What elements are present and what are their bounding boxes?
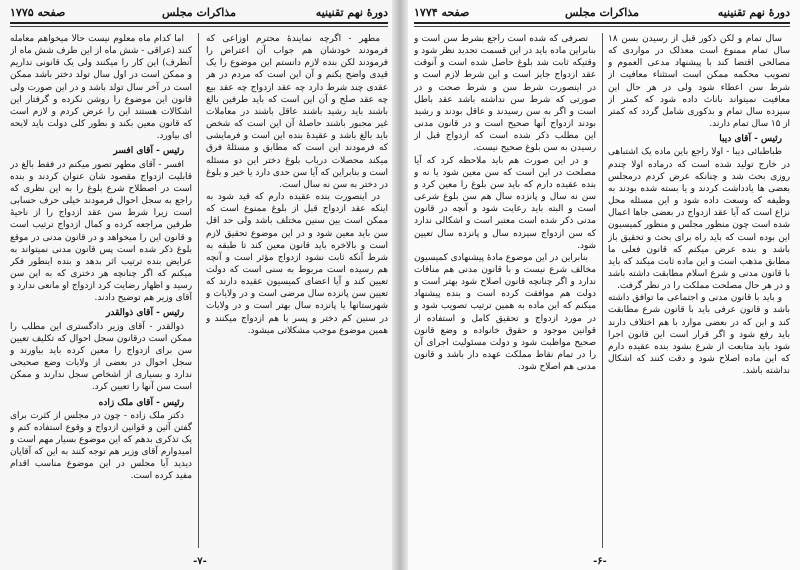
right-page-title: مذاکرات مجلس bbox=[565, 6, 639, 19]
right-page-header bbox=[414, 4, 790, 24]
left-page-columns bbox=[10, 33, 388, 548]
paragraph: در اینصورت بنده عقیده دارم که قید شود به اینکه عقد ازدواج قبل از بلوغ ممنوع است که ممکن است بین سنین مختلف باشد ولی حد اقل سن باید معین شود و در این موضوع تحقیق لازم است و بالاخره باید قانون معین کند تا طبقه به شرط آنکه ثابت نشود ازدواج مؤثر است و آنچه هم رسیده است مربوط به سنی است که دولت تعیین کند و آیا اعضای کمیسیون عقیده دارند که تعیین سن پانزده سال مرضی است و در ولایات و شهرستانها یا پانزده سال بهتر است و در ولایات در سنین کم دختر و پسر با هم ازدواج میکنند و همین موضوع موجب مشکلاتی میشود. bbox=[206, 192, 388, 336]
speaker-heading: رئیس - آقای ملک زاده bbox=[98, 397, 184, 408]
left-page-series: دورهٔ نهم تقنینیه bbox=[315, 6, 388, 19]
paragraph: طباطبائی دیبا - اولا راجع باین ماده یک اشتباهی در خارج تولید شده است که درماده اولا چندم روزی بحث شد و چنانکه عرض کردم درمجلس بعضی ها یادداشت کردند و یا بسته شده بودند به وظیفه که وسعت داده شود و این مسئله محل نزاع است که آیا عقد ازدواج در بعضی جاها اعمال شده است چون منظور مجلس و منظور کمیسیون این بوده است که باید راه برای بحث و تحقیق باز باشد و بنده عرض میکنم که قانون فعلی ما مطابق مذهب است و این ماده ثابت میکند که باید با قانون مدنی و شرع اسلام مطابقت داشته باشد و در هر حال مصلحت مملکت را در نظر گرفت. bbox=[608, 147, 790, 292]
right-page bbox=[400, 0, 800, 570]
right-header-rule bbox=[414, 26, 790, 27]
speaker-heading: رئیس - آقای افسر bbox=[113, 146, 184, 157]
speaker-heading: رئیس - آقای دیبا bbox=[719, 134, 782, 145]
column-divider bbox=[602, 33, 603, 548]
paragraph: و باید با قانون مدنی و اجتماعی ما توافق داشته باشد و قانون عرفی باید با قانون شرع مطابقت کند و این که در بعضی موارد با هم اختلاف دارند باید رفع شود و اگر قرار است این قانون اجرا شود باید متابعت از شرع بشود بنده عقیده دارم که این ماده اصلاح شود و دقت کنند که اشکال نداشته باشد. bbox=[608, 293, 790, 377]
left-page-column-2 bbox=[10, 33, 192, 548]
right-page-number-label: صفحه ۱۷۷۴ bbox=[414, 6, 470, 19]
book-gutter bbox=[392, 0, 408, 570]
speaker-heading: رئیس - آقای ذوالقدر bbox=[106, 308, 184, 319]
left-page-number-label: صفحه ۱۷۷۵ bbox=[10, 6, 66, 19]
paragraph: تصرفی که شده است راجع بشرط سن است و بنابراین ماده باید در این قسمت تجدید نظر شود و وقتیکه ثابت شد بلوغ حاصل شده است و آنوقت عقد ازدواج جایز است و این شرط لازم است و در اینصورت شرط سن و شرط صحت و در صورتی که شرط سن نداشته باشد عقد باطل است و اگر به سن رسیدند و عاقل بودند و رشید بودند ازدواج آنها صحیح است و در قانون مدنی این مطلب ذکر شده است که ازدواج قبل از رسیدن به سن بلوغ صحیح نیست. bbox=[414, 34, 596, 154]
right-page-column-2 bbox=[414, 33, 596, 548]
paragraph: مطهر - اگرچه نمایندهٔ محترم اوزاعی که فرمودند خودشان هم جواب آن اعتراض را فرمودند لکن بنده لازم دانستم این موضوع را یک قیدی واضح بکنم و آن این است که مردم در هر عقدی چند شرط دارد چه عقد ازدواج چه عقد بیع چه عقد صلح و آن این است که باید طرفین بالغ باشند باید رشید باشند عاقل باشند در معاملات غیر مجبور باشند حاصلهٔ آن این است که شخص باید بالغ باشد و عقیدهٔ بنده این است و فرمایشی که فرمودند این است که مطابق و مسئلهٔ فرق میکند محصلات درباب بلوغ دختر این دو مسئله است و بنابراین که آیا سن حدی دارد یا خیر و بلوغ در دختر به سن نه سال است. bbox=[206, 34, 388, 190]
paragraph: سال تمام و لکن ذکور قبل از رسیدن بسن ۱۸ سال تمام ممنوع است معذلک در مواردی که مصالحی اقتضا کند با پیشنهاد مدعی العموم و تصویب محکمه ممکن است استثناء معافیت از شرط سن اعطاء شود ولی در هر حال این معافیت نمیتواند باناث داده شود که کمتر از سیزده سال تمام و بذکوری شامل گردد که کمتر از ۱۵ سال تمام دارند. bbox=[608, 34, 790, 130]
paragraph: و در این صورت هم باید ملاحظه کرد که آیا مصلحت در این است که سن معین شود یا نه و بنده عقیده دارم که باید سن بلوغ را معین کرد و سن نه سال و پانزده سال هم سن بلوغ شرعی است و البته باید رعایت شود و آنچه در قانون مدنی ذکر شده است معتبر است و اشکالی ندارد که سن ازدواج سیزده سال و پانزده سال تعیین شود. bbox=[414, 155, 596, 251]
left-page-header bbox=[10, 4, 388, 24]
paragraph: بنابراین در این موضوع مادهٔ پیشنهادی کمیسیون مخالف شرع نیست و با قانون مدنی هم منافات ندارد و اگر چنانچه قانون اصلاح شود بهتر است و دولت هم موافقت کرده است و بنده پیشنهاد میکنم که این ماده به همین ترتیب تصویب شود و در مورد ازدواج و تحقیق کامل و استفاده از قوانین موجود و حقوق خانواده و وضع قانون صحیح مواظبت شود و دولت مسئولیت اجرای آن را در تمام نقاط مملکت عهده دار باشد و قانون مدنی هم اصلاح شود. bbox=[414, 252, 596, 373]
right-page-folio: -۶- bbox=[593, 556, 607, 567]
paragraph: دکتر ملک زاده - چون در مجلس از کثرت برای گفتن آئین و قوانین ازدواج و وقوع استفاده کنم و یک تذکری بدهم که این موضوع بسیار مهم است و امیدوارم آقای وزیر هم توجه کنند به این که آقایان دیدید آیا مجلس در این موضوع مناسب اقدام مفید کرده است. bbox=[10, 410, 192, 482]
paragraph: اما کدام ماه معلوم نیست حالا میخواهم معامله کنند (عراقی - شش ماه از این طرف شش ماه از آنطرف) این کار را میکنند ولی یک قانونی نداریم و ممکن است در اول سال تولد دختر باشد ممکن است در آخر سال تولد باشد و در این صورت ولی قانون این موضوع را روشن نکرده و گرفتار این اشکالات هستند این را عرض کردم و لازم است که قانون معین بکند و بطور کلی دولت باید لایحه ای بیاورد. bbox=[10, 34, 192, 142]
left-page-column-1 bbox=[206, 33, 388, 548]
left-header-rule bbox=[10, 26, 388, 27]
right-page-series: دورهٔ نهم تقنینیه bbox=[717, 6, 790, 19]
column-divider bbox=[198, 33, 199, 548]
paragraph: ذوالقدر - آقای وزیر دادگستری این مطلب را ممکن است درقانون سجل احوال که تکلیف تعیین سن برای ازدواج را معین کرده باید بیاورند و سجل احوال در بعضی از ولایات وضع صحیحی ندارد و بسیاری از اشخاص سجل ندارند و ممکن است سن آنها را تعیین کرد. bbox=[10, 321, 192, 393]
right-page-columns bbox=[414, 33, 790, 548]
left-page-title: مذاکرات مجلس bbox=[162, 6, 236, 19]
left-page-folio: -۷- bbox=[193, 556, 207, 567]
paragraph: افسر - آقای مطهر تصور میکنم در فقط بالغ در قابلیت ازدواج مقصود شان عنوان کردند و بنده است در اصطلاح شرع بلوغ را به این نظری که راجع به سجل احوال فرمودند خیلی حرف حسابی است زیرا شرط سن عقد ازدواج را از ناحیهٔ طرفین مراجعه کرده و کمال ازدواج ترتیب است و قانون این را میخواهد و در قانون مدنی در موقع بلوغ ذکر شده است پس قانون مدنی نمیتواند به عرایض بنده ترتیب اثر بدهد و بنده اینطور فکر میکنم که اگر چنانچه هر دختری که به این سن رسید و اظهار رضایت کرد ازدواج او مانعی ندارد و آقای وزیر هم توضیح دادند. bbox=[10, 159, 192, 304]
right-page-column-1 bbox=[608, 33, 790, 548]
